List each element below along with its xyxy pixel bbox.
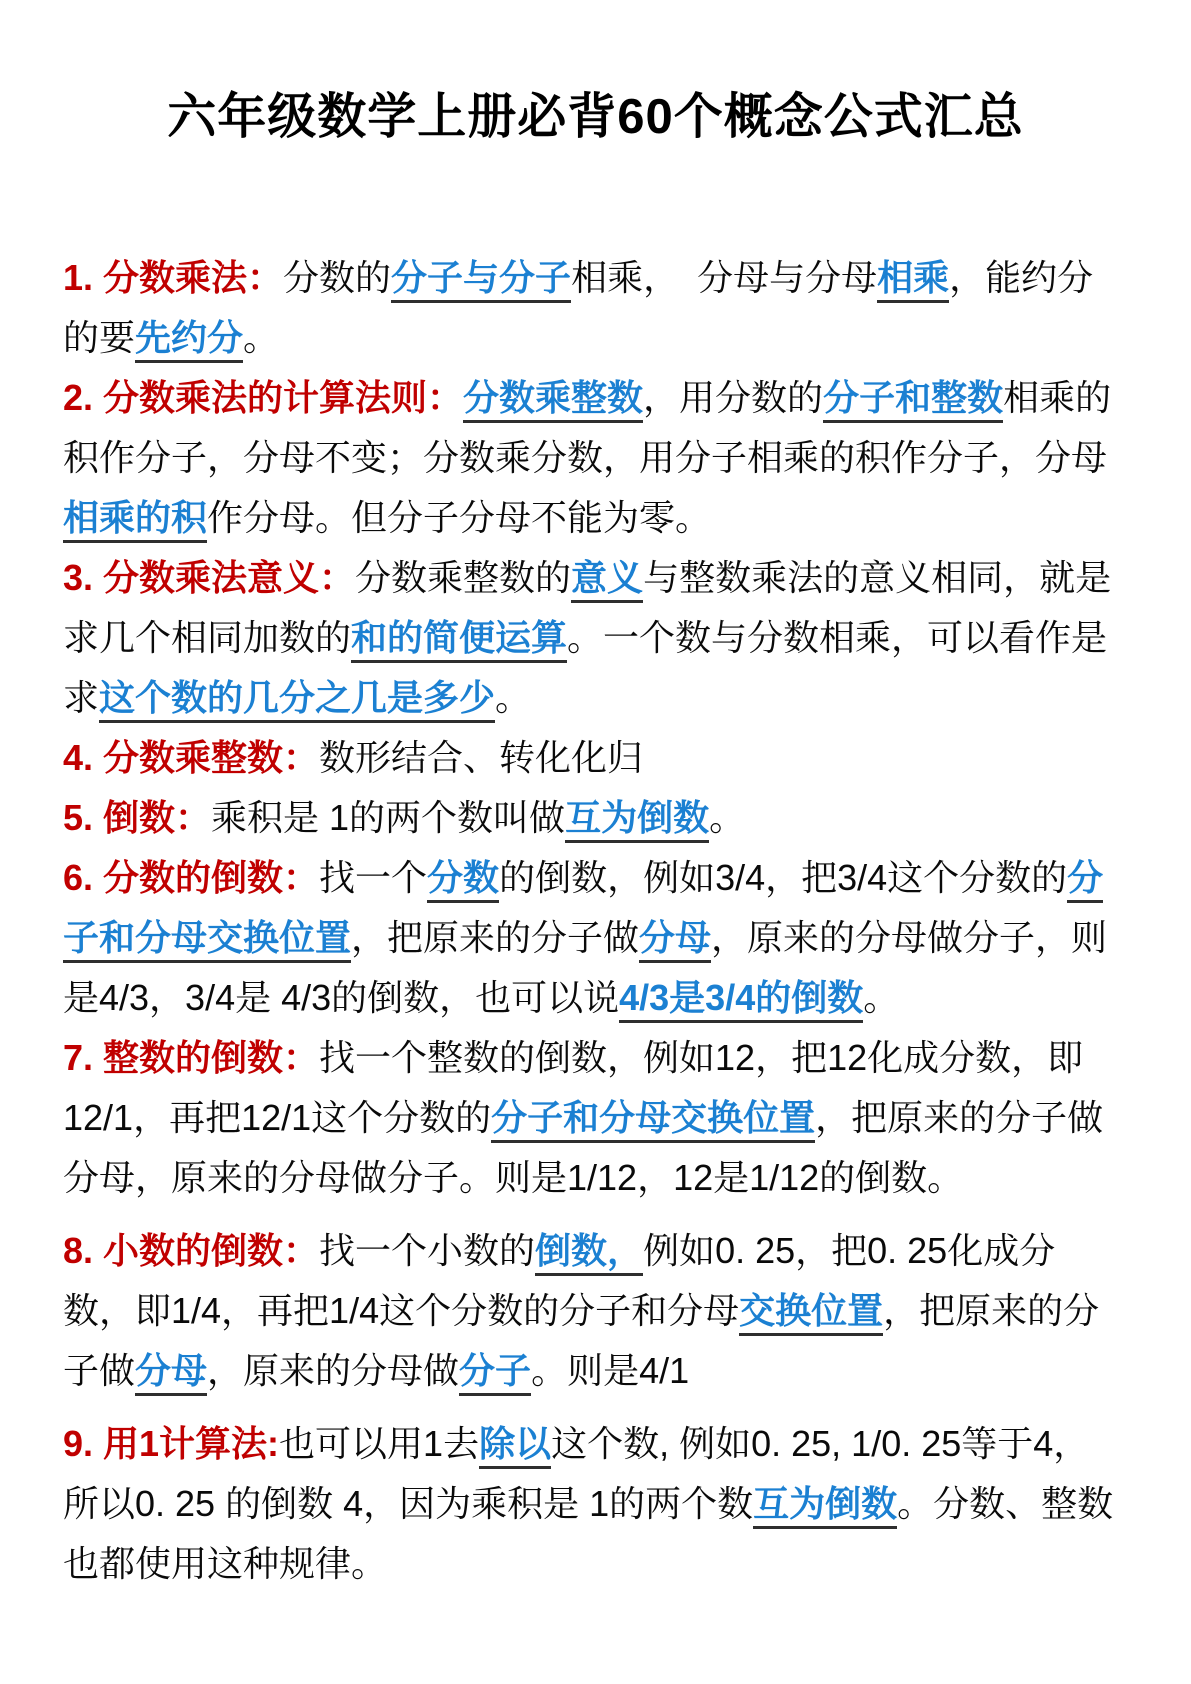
concept-heading: 6. 分数的倒数： — [63, 856, 320, 898]
body-text: ，把原来的分子做 — [351, 916, 640, 958]
key-term: 4/3是3/4的倒数 — [619, 977, 863, 1023]
concept-item-8 — [63, 1221, 1125, 1401]
key-term: 分母 — [639, 917, 711, 963]
concept-item-5 — [63, 788, 1125, 848]
body-text: 也可以用1去 — [279, 1422, 480, 1464]
body-text: 相乘的积作分子，分母不变；分数乘分数，用分子相乘的积作分子，分母 — [63, 376, 1112, 478]
key-term: 分子与分子 — [391, 257, 571, 303]
body-text: ，用分数的 — [643, 376, 824, 418]
concept-item-3 — [63, 548, 1125, 728]
concept-item-9 — [63, 1414, 1125, 1594]
key-term: 分子和分母交换位置 — [491, 1097, 815, 1143]
body-text: 分数乘整数的 — [355, 556, 572, 598]
body-text: 找一个 — [319, 856, 428, 898]
body-text: 。一个数与分数相乘，可以看作是求 — [63, 616, 1108, 718]
key-term: 除以 — [479, 1423, 551, 1469]
body-text: 乘积是 1的两个数叫做 — [211, 796, 566, 838]
body-text: 作分母。但分子分母不能为零。 — [207, 496, 712, 538]
concept-item-7 — [63, 1028, 1125, 1208]
body-text: 这个数, 例如0. 25, 1/0. 25等于4，所以0. 25 的倒数 4，因为乘积是 1的两个数 — [63, 1422, 1090, 1524]
key-term: 分子和分母交换位置 — [63, 857, 1103, 963]
body-text: 分数的 — [283, 256, 392, 298]
body-text: 与整数乘法的意义相同，就是求几个相同加数的 — [63, 556, 1112, 658]
body-text: 。 — [243, 316, 280, 358]
body-text: 。则是4/1 — [531, 1349, 690, 1391]
concept-item-6 — [63, 848, 1125, 1028]
body-text: 数形结合、转化化归 — [319, 736, 644, 778]
body-text: 。 — [709, 796, 746, 838]
body-text: 找一个整数的倒数，例如12，把12化成分数，即12/1，再把12/1这个分数的 — [63, 1036, 1084, 1138]
concept-heading: 5. 倒数： — [63, 796, 212, 838]
key-term: 相乘 — [877, 257, 949, 303]
key-term: 意义 — [571, 557, 643, 603]
page-title: 六年级数学上册必背60个概念公式汇总 — [167, 90, 1024, 144]
key-term: 分子和整数 — [823, 377, 1003, 423]
concept-heading: 7. 整数的倒数： — [63, 1036, 320, 1078]
concept-heading: 3. 分数乘法意义： — [63, 556, 356, 598]
key-term: 互为倒数 — [753, 1483, 897, 1529]
key-term: 分母 — [135, 1350, 207, 1396]
concept-heading: 8. 小数的倒数： — [63, 1229, 320, 1271]
concept-heading: 9. 用1计算法: — [63, 1422, 280, 1464]
key-term: 交换位置 — [739, 1290, 883, 1336]
concept-item-2 — [63, 368, 1125, 548]
body-text: 找一个小数的 — [319, 1229, 536, 1271]
body-text: 。 — [863, 976, 900, 1018]
concepts-list — [63, 248, 1125, 1594]
key-term: 和的简便运算 — [351, 617, 567, 663]
key-term: 互为倒数 — [565, 797, 709, 843]
body-text: 例如0. 25，把0. 25化成分数，即1/4，再把1/4这个分数的分子和分母 — [63, 1229, 1056, 1331]
body-text: ，能约分的要 — [63, 256, 1094, 358]
concept-item-4 — [63, 728, 1125, 788]
key-term: 相乘的积 — [63, 497, 207, 543]
key-term: 倒数， — [535, 1230, 643, 1276]
body-text: 。 — [495, 676, 532, 718]
key-term: 这个数的几分之几是多少 — [99, 677, 495, 723]
key-term: 分子 — [459, 1350, 531, 1396]
body-text: ，原来的分母做 — [207, 1349, 460, 1391]
concept-heading: 4. 分数乘整数： — [63, 736, 320, 778]
body-text: ，原来的分母做分子，则是4/3，3/4是 4/3的倒数，也可以说 — [63, 916, 1108, 1018]
key-term: 分数 — [427, 857, 499, 903]
body-text: 的倒数，例如3/4，把3/4这个分数的 — [499, 856, 1068, 898]
concept-item-1 — [63, 248, 1125, 368]
key-term: 分数乘整数 — [463, 377, 643, 423]
body-text: 相乘， 分母与分母 — [571, 256, 878, 298]
body-text: 。分数、整数也都使用这种规律。 — [63, 1482, 1114, 1584]
concept-heading: 1. 分数乘法： — [63, 256, 284, 298]
body-text: ，把原来的分子做分母，原来的分母做分子。则是1/12，12是1/12的倒数。 — [63, 1096, 1104, 1198]
concept-heading: 2. 分数乘法的计算法则： — [63, 376, 464, 418]
body-text: ，把原来的分子做 — [63, 1289, 1100, 1391]
key-term: 先约分 — [135, 317, 243, 363]
